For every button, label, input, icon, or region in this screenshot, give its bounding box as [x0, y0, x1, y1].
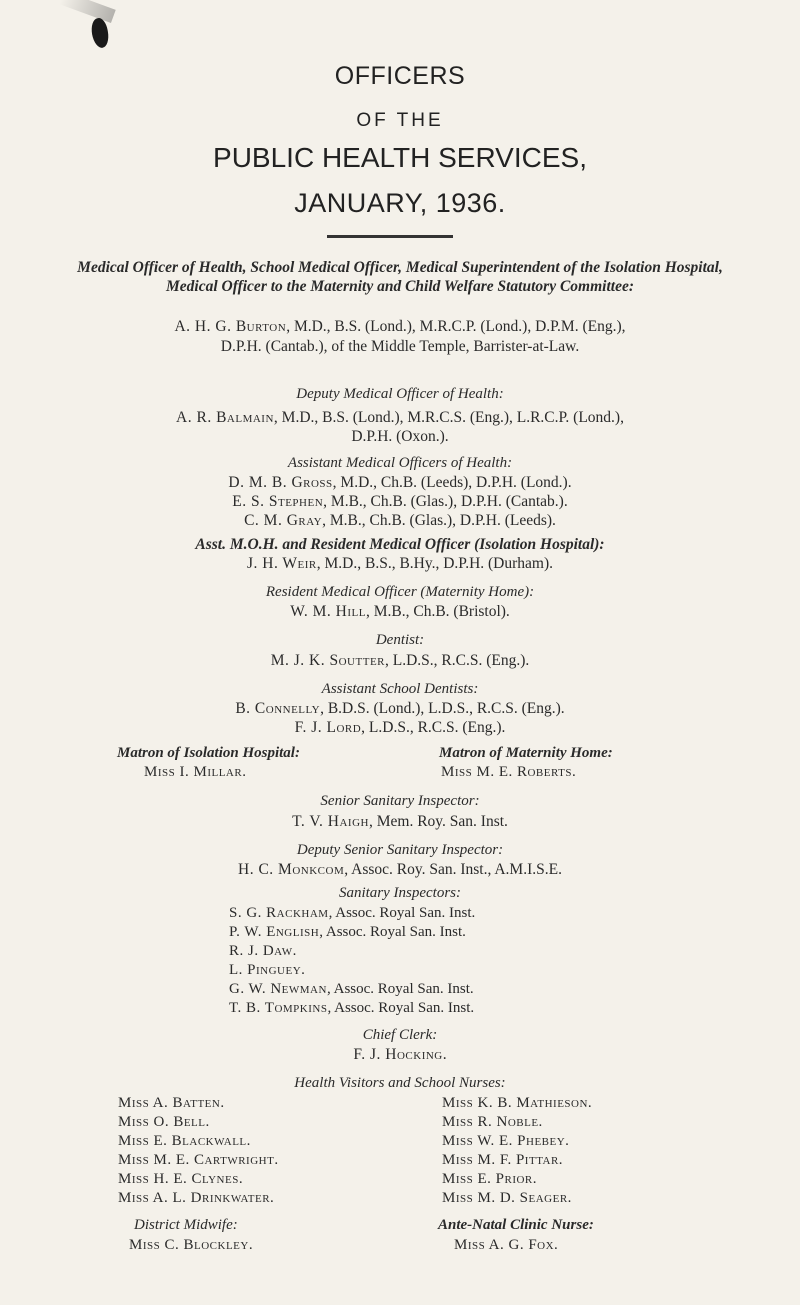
- deputy-inspector-title: Deputy Senior Sanitary Inspector:: [296, 842, 504, 858]
- visitor-right: Miss M. F. Pittar.: [442, 1152, 564, 1168]
- moh-line-2: D.P.H. (Cantab.), of the Middle Temple, Barrister-at-Law.: [220, 338, 580, 355]
- inspector-person: R. J. Daw.: [229, 943, 297, 959]
- deputy-moh-line-2: D.P.H. (Oxon.).: [351, 428, 449, 445]
- moh-title: Medical Officer of Health, School Medical Officer, Medical Superintendent of the Isolation Hospital, Medical Officer to the Maternity and Child Welfare Statutory Committee:: [77, 259, 723, 295]
- deputy-moh-title: Deputy Medical Officer of Health:: [296, 386, 504, 402]
- visitor-right: Miss K. B. Mathieson.: [442, 1095, 593, 1111]
- matron-maternity-name: Miss M. E. Roberts.: [441, 764, 577, 780]
- visitor-left: Miss M. E. Cartwright.: [118, 1152, 279, 1168]
- inspector-person: G. W. Newman, Assoc. Royal San. Inst.: [229, 981, 474, 997]
- visitors-title: Health Visitors and School Nurses:: [294, 1075, 506, 1091]
- senior-inspector-title: Senior Sanitary Inspector:: [320, 793, 480, 809]
- moh-name: A. H. G. Burton: [174, 318, 287, 335]
- assistant-moh-title: Assistant Medical Officers of Health:: [287, 455, 513, 471]
- inspector-person: L. Pinguey.: [229, 962, 305, 978]
- inspectors-title: Sanitary Inspectors:: [338, 885, 462, 901]
- deputy-inspector-line: H. C. Monkcom, Assoc. Roy. San. Inst., A.M.I.S.E.: [238, 861, 562, 878]
- antenatal-title: Ante-Natal Clinic Nurse:: [438, 1217, 594, 1233]
- visitor-left: Miss A. L. Drinkwater.: [118, 1190, 275, 1206]
- chief-clerk-title: Chief Clerk:: [362, 1027, 438, 1043]
- visitor-left: Miss A. Batten.: [118, 1095, 225, 1111]
- midwife-title: District Midwife:: [134, 1217, 238, 1233]
- senior-inspector-line: T. V. Haigh, Mem. Roy. San. Inst.: [292, 813, 508, 830]
- visitor-left: Miss O. Bell.: [118, 1114, 210, 1130]
- antenatal-name: Miss A. G. Fox.: [454, 1237, 559, 1253]
- deputy-moh-line-1: A. R. Balmain, M.D., B.S. (Lond.), M.R.C.S. (Eng.), L.R.C.P. (Lond.),: [176, 409, 624, 426]
- inspector-person: S. G. Rackham, Assoc. Royal San. Inst.: [229, 905, 476, 921]
- resident-maternity-line: W. M. Hill, M.B., Ch.B. (Bristol).: [290, 603, 510, 620]
- visitor-right: Miss E. Prior.: [442, 1171, 538, 1187]
- deputy-moh-name: A. R. Balmain: [176, 409, 274, 426]
- midwife-name: Miss C. Blockley.: [129, 1237, 254, 1253]
- visitor-left: Miss H. E. Clynes.: [118, 1171, 244, 1187]
- title-officers: OFFICERS: [334, 62, 466, 90]
- title-of-the: OF THE: [356, 110, 444, 131]
- dentist-line: M. J. K. Soutter, L.D.S., R.C.S. (Eng.).: [270, 652, 530, 669]
- title-date: JANUARY, 1936.: [294, 188, 506, 218]
- asst-moh-resident-title: Asst. M.O.H. and Resident Medical Officer (Isolation Hospital):: [195, 536, 605, 553]
- visitor-right: Miss R. Noble.: [442, 1114, 543, 1130]
- school-dentist-person: B. Connelly, B.D.S. (Lond.), L.D.S., R.C.S. (Eng.).: [235, 700, 565, 717]
- inspector-person: P. W. English, Assoc. Royal San. Inst.: [229, 924, 466, 940]
- asst-moh-resident-line: J. H. Weir, M.D., B.S., B.Hy., D.P.H. (Durham).: [246, 555, 554, 572]
- resident-maternity-title: Resident Medical Officer (Maternity Home):: [265, 584, 535, 600]
- inspector-person: T. B. Tompkins, Assoc. Royal San. Inst.: [229, 1000, 475, 1016]
- school-dentist-person: F. J. Lord, L.D.S., R.C.S. (Eng.).: [294, 719, 506, 736]
- matron-maternity-title: Matron of Maternity Home:: [439, 745, 613, 761]
- matron-isolation-title: Matron of Isolation Hospital:: [117, 745, 300, 761]
- assistant-moh-person: C. M. Gray, M.B., Ch.B. (Glas.), D.P.H. (Leeds).: [244, 512, 556, 529]
- dentist-title: Dentist:: [375, 632, 425, 648]
- title-public-health-services: PUBLIC HEALTH SERVICES,: [213, 142, 587, 173]
- visitor-right: Miss W. E. Phebey.: [442, 1133, 570, 1149]
- visitor-left: Miss E. Blackwall.: [118, 1133, 251, 1149]
- moh-line-1: A. H. G. Burton, M.D., B.S. (Lond.), M.R.C.P. (Lond.), D.P.M. (Eng.),: [174, 318, 626, 335]
- title-rule: [327, 235, 453, 238]
- assistant-moh-person: E. S. Stephen, M.B., Ch.B. (Glas.), D.P.H. (Cantab.).: [232, 493, 568, 510]
- visitor-right: Miss M. D. Seager.: [442, 1190, 572, 1206]
- school-dentists-title: Assistant School Dentists:: [321, 681, 479, 697]
- chief-clerk-line: F. J. Hocking.: [353, 1046, 447, 1063]
- assistant-moh-person: D. M. B. Gross, M.D., Ch.B. (Leeds), D.P.H. (Lond.).: [228, 474, 572, 491]
- ink-streak: [59, 0, 115, 23]
- matron-isolation-name: Miss I. Millar.: [144, 764, 247, 780]
